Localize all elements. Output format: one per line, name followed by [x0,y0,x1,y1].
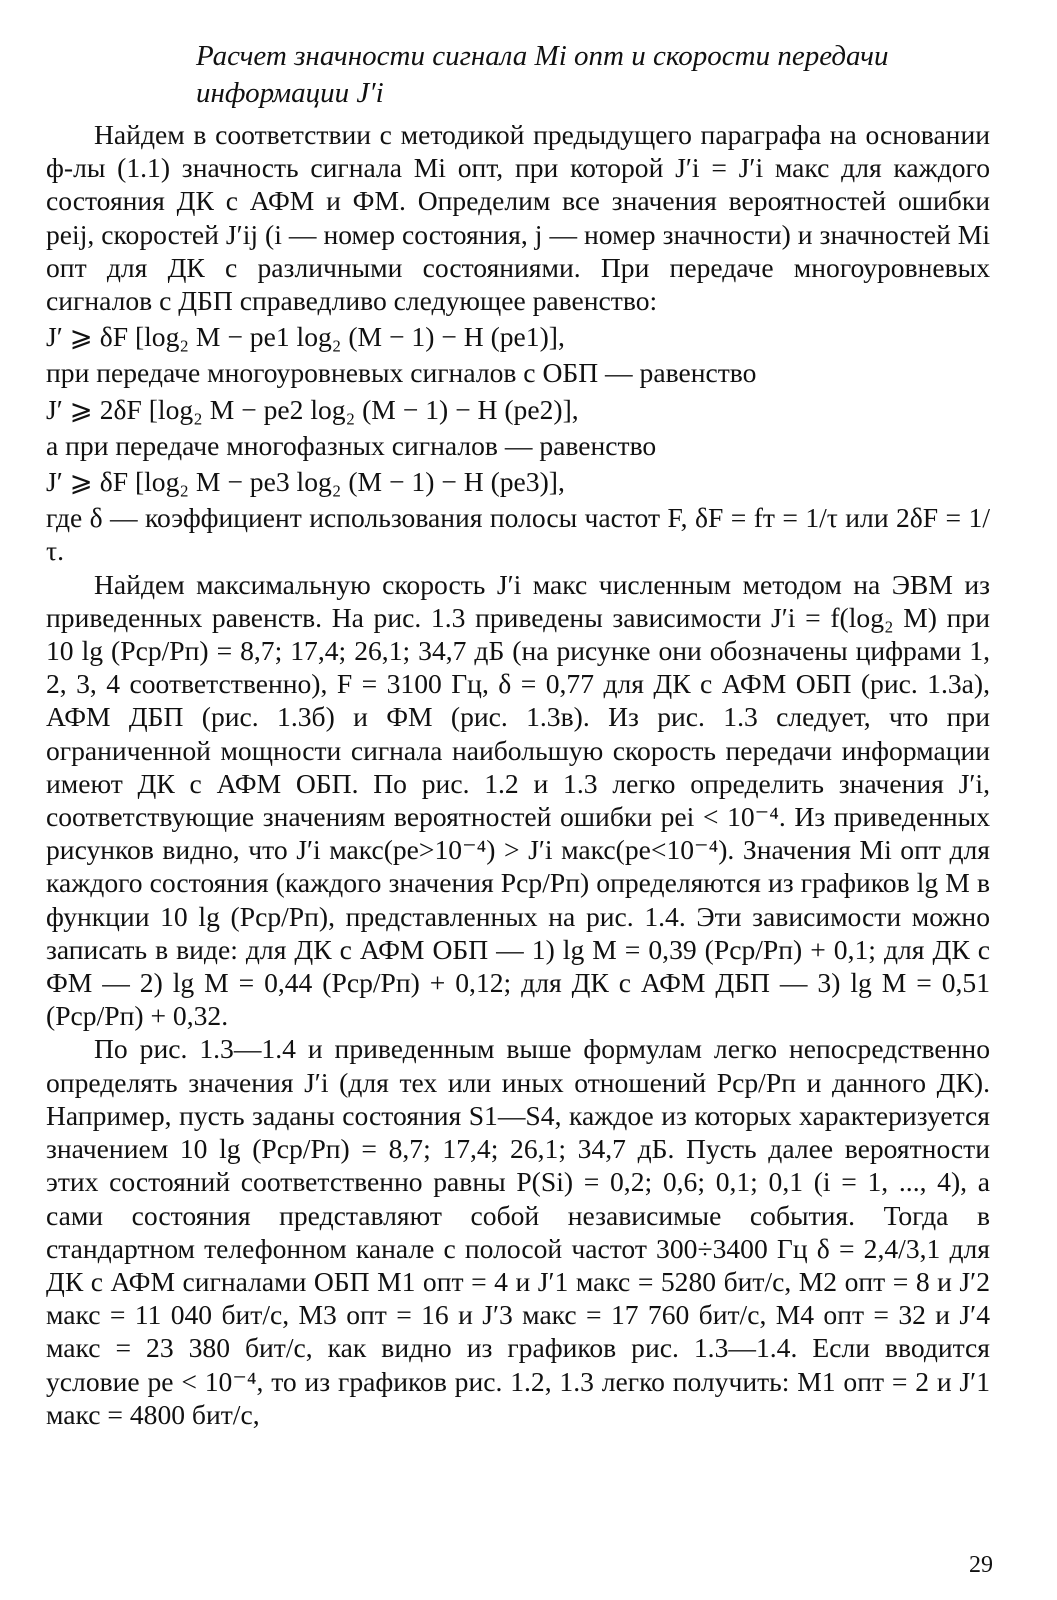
paragraph-obp-lead: при передаче многоуровневых сигналов с ОБП — равенство [46,357,757,389]
formula-dbp: J′ ⩾ δF [log₂ M − pe1 log₂ (M − 1) − H (pe1)], [46,321,565,353]
paragraph-fm-lead: а при передаче многофазных сигналов — равенство [46,429,657,461]
formula-obp: J′ ⩾ 2δF [log₂ M − pe2 log₂ (M − 1) − H (pe2)], [46,393,579,425]
paragraph-max-speed: Найдем максимальную скорость J′i макс численным методом на ЭВМ из приведенных равенств. На рис. 1.3 приведены зависимости J′i = f(log₂ M) при 10 lg (Pср/Pп) = 8,7; 17,4; 26,1; 34,7 дБ (на рисунке они обозначены цифрами 1, 2, 3, 4 соответственно), F = 3100 Гц, δ = 0,77 для ДК с АФМ ОБП (рис. 1.3а), АФМ ДБП (рис. 1.3б) и ФМ (рис. 1.3в). Из рис. 1.3 следует, что при ограниченной мощности сигнала наибольшую скорость передачи информации имеют ДК с АФМ ОБП. По рис. 1.2 и 1.3 легко определить значения J′i, соответствующие значениям вероятностей ошибки pei < 10⁻⁴. Из приведенных рисунков видно, что J′i макс(pe>10⁻⁴) > J′i макс(pe<10⁻⁴). Значения Mi опт для каждого состояния (каждого значения Pср/Pп) определяются из графиков lg M в функции 10 lg (Pср/Pп), представленных на рис. 1.4. Эти зависимости можно записать в виде: для ДК с АФМ ОБП — 1) lg M = 0,39 (Pср/Pп) + 0,1; для ДК с ФМ — 2) lg M = 0,44 (Pср/Pп) + 0,12; для ДК с АФМ ДБП — 3) lg M = 0,51 (Pср/Pп) + 0,32. [46,568,990,1032]
paragraph-intro: Найдем в соответствии с методикой предыдущего параграфа на основании ф-лы (1.1) значность сигнала Mi опт, при которой J′i = J′i макс для каждого состояния ДК с АФМ и ФМ. Определим все значения вероятностей ошибки peij, скоростей J′ij (i — номер состояния, j — номер значности) и значностей Mi опт для ДК с различными состояниями. При передаче многоуровневых сигналов с ДБП справедливо следующее равенство: [46,119,990,317]
page-number: 29 [969,1552,993,1578]
body-text [46,118,990,1431]
paragraph-example: По рис. 1.3—1.4 и приведенным выше формулам легко непосредственно определять значения J′i (для тех или иных отношений Pср/Pп и данного ДК). Например, пусть заданы состояния S1—S4, каждое из которых характеризуется значением 10 lg (Pср/Pп) = 8,7; 17,4; 26,1; 34,7 дБ. Пусть далее вероятности этих состояний соответственно равны P(Si) = 0,2; 0,6; 0,1; 0,1 (i = 1, ..., 4), а сами состояния представляют собой независимые события. Тогда в стандартном телефонном канале с полосой частот 300÷3400 Гц δ = 2,4/3,1 для ДК с АФМ сигналами ОБП M1 опт = 4 и J′1 макс = 5280 бит/с, M2 опт = 8 и J′2 макс = 11 040 бит/с, M3 опт = 16 и J′3 макс = 17 760 бит/с, M4 опт = 32 и J′4 макс = 23 380 бит/с, как видно из графиков рис. 1.3—1.4. Если вводится условие pe < 10⁻⁴, то из графиков рис. 1.2, 1.3 легко получить: M1 опт = 2 и J′1 макс = 4800 бит/с, [46,1033,990,1430]
section-heading: Расчет значности сигнала Mi опт и скорости передачи информации J′i [196,40,889,109]
paragraph-delta-def: где δ — коэффициент использования полосы частот F, δF = fт = 1/τ или 2δF = 1/τ. [46,502,990,567]
formula-fm: J′ ⩾ δF [log₂ M − pe3 log₂ (M − 1) − H (pe3)], [46,466,565,498]
